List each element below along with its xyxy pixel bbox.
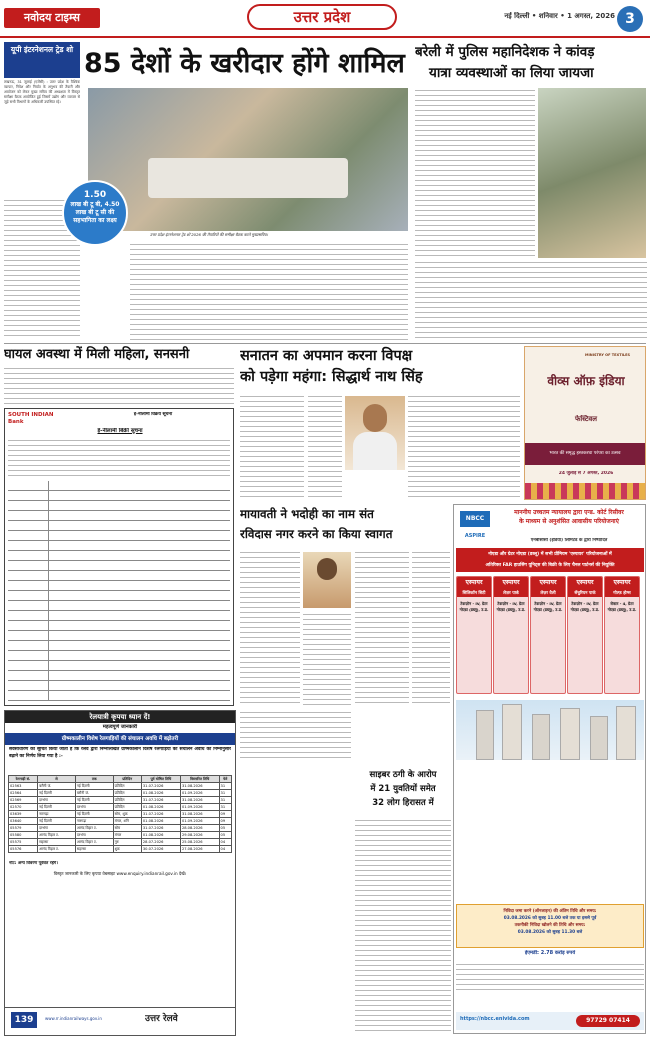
table-cell: 27.08.2026 — [180, 846, 219, 853]
photo-table — [148, 158, 348, 198]
table-cell: 09 — [219, 811, 231, 818]
portrait-body — [353, 432, 397, 470]
table-cell: बरौनी जं. — [38, 783, 76, 790]
project-card — [530, 576, 566, 694]
kanwar-headline-2: यात्रा व्यवस्थाओं का लिया जायजा — [429, 65, 594, 81]
ghayal-body — [4, 366, 234, 406]
nbcc-cards — [456, 576, 644, 696]
train-table — [8, 775, 232, 853]
tower-4 — [560, 708, 580, 760]
ministry-label: MINISTRY OF TEXTILES — [585, 353, 631, 357]
railway-table — [8, 775, 232, 855]
table-cell: 09 — [219, 818, 231, 825]
brief-body: लखनऊ, 31 जुलाई (एजेंसी) : उत्तर प्रदेश के वैश्विक व्यापार, निवेश और निर्यात के अनुभव की तैयारी और आयोजन को लेकर मुख्य सचिव की अध्यक्षता में विस्तृत समीक्षा बैठक आयोजित हुई जिसमें उद्योग और व्यापार से जुड़े सभी विभागों के अधिकारी उपस्थित रहे। — [4, 80, 80, 104]
railway-logo-text: उत्तर रेलवे — [145, 1014, 178, 1024]
project-name: एस्पायर — [605, 577, 639, 589]
table-header: फेरे — [219, 776, 231, 783]
table-header: प्रतिदिन — [113, 776, 141, 783]
project-location: टेकज़ोन - IV, ग्रेटर नोएडा (डब्लू), उ.प्र. — [459, 601, 489, 612]
table-cell: नई दिल्ली — [38, 790, 76, 797]
table-cell: 01.09.2026 — [180, 818, 219, 825]
aspire-logo: ASPIRE — [464, 533, 486, 539]
kanwar-photo — [538, 88, 646, 258]
nbcc-banner — [456, 548, 644, 572]
table-cell: 05579 — [9, 825, 38, 832]
mayawati-head — [317, 558, 337, 580]
sanatan-headline-1: सनातन का अपमान करना विपक्ष — [240, 348, 413, 364]
mayawati-body-3 — [355, 550, 409, 706]
project-subname: सिलिकॉन सिटी — [457, 589, 491, 597]
project-location: टेकज़ोन - IV, ग्रेटर नोएडा (डब्लू), उ.प्र. — [533, 601, 563, 612]
table-cell: शुक्र — [113, 846, 141, 853]
table-cell: दरभंगा — [38, 825, 76, 832]
nbcc-url[interactable]: https://nbcc.enivida.com — [460, 1016, 530, 1022]
bank-notice-title: ई-नीलामी बिक्री सूचना — [97, 428, 143, 434]
table-header: तक — [75, 776, 113, 783]
table-cell: 02570 — [9, 804, 38, 811]
table-cell: 03639 — [9, 811, 38, 818]
table-cell: सहरसा — [75, 846, 113, 853]
tower-2 — [502, 704, 522, 760]
project-name: एस्पायर — [457, 577, 491, 589]
stat-line4: सहभागिता का लक्ष्य — [73, 217, 117, 224]
table-cell: मंगल — [113, 832, 141, 839]
kanwar-headline-1: बरेली में पुलिस महानिदेशक ने कांवड़ — [415, 44, 595, 60]
table-row — [9, 804, 232, 811]
table-row — [9, 825, 232, 832]
mayawati-body-1 — [240, 550, 300, 706]
table-cell: 31.07.2026 — [141, 797, 180, 804]
table-row — [9, 839, 232, 846]
table-cell: 28.07.2026 — [141, 839, 180, 846]
table-cell: 31.08.2026 — [180, 811, 219, 818]
table-cell: 31.07.2026 — [141, 825, 180, 832]
tower-1 — [476, 710, 494, 760]
table-cell: 31 — [219, 804, 231, 811]
lead-body — [130, 242, 408, 340]
nbcc-emd: ईएमडी: 2.78 करोड़ रुपये — [524, 950, 576, 956]
page-number: 3 — [617, 6, 643, 32]
deadline-label: निविदा जमा करने (ऑनलाइन) की अंतिम तिथि और समय: — [503, 909, 597, 914]
tower-3 — [532, 714, 550, 760]
masthead-bar — [0, 0, 650, 38]
mayawati-photo — [303, 552, 351, 608]
lead-photo — [88, 88, 408, 231]
project-subname: लेज़र पार्क — [494, 589, 528, 597]
table-header: से — [38, 776, 76, 783]
table-cell: 25.08.2026 — [180, 839, 219, 846]
kanwar-body-2 — [415, 260, 647, 340]
table-cell: नई दिल्ली — [38, 818, 76, 825]
railway-sub: महत्वपूर्ण जानकारी — [102, 724, 138, 730]
table-header: विस्तारित तिथि — [180, 776, 219, 783]
lead-headline: 85 देशों के खरीदार होंगे शामिल — [84, 48, 405, 79]
table-cell: सोम, शुक्र — [113, 811, 141, 818]
kanwar-headline — [415, 42, 647, 86]
table-header: पूर्व घोषित तिथि — [141, 776, 180, 783]
nbcc-title-1: माननीय उच्चतम न्यायालय द्वारा एन्ड. कोर्ट रिसीवर — [514, 509, 624, 516]
mayawati-body-2 — [303, 612, 351, 706]
table-cell: 30.07.2026 — [141, 846, 180, 853]
table-cell: 31 — [219, 797, 231, 804]
bank-address: ई-नीलामी विक्रय सूचना — [133, 412, 173, 417]
sahar-body-a — [412, 550, 450, 706]
table-row — [9, 832, 232, 839]
table-cell: 05 — [219, 832, 231, 839]
bank-text — [8, 438, 230, 478]
sanatan-body-3 — [408, 394, 520, 500]
sanatan-headline — [240, 346, 520, 390]
table-cell: प्रतिदिन — [113, 797, 141, 804]
helpline-number[interactable]: 139 — [11, 1012, 37, 1028]
table-cell: आनंद विहार ट. — [38, 846, 76, 853]
stat-line1: 1.50 — [83, 190, 107, 200]
nbcc-banner-2: अतिरिक्त FAR हाउसिंग यूनिट्स की बिक्री के लिए चैनल पार्टनर्स की नियुक्ति — [485, 563, 615, 568]
table-cell: प्रतिदिन — [113, 783, 141, 790]
table-cell: गुरु — [113, 839, 141, 846]
tower-6 — [616, 706, 636, 760]
kanwar-body — [415, 88, 535, 256]
table-cell: 31 — [219, 790, 231, 797]
sahar-headline-1: साइबर ठगी के आरोप — [369, 770, 437, 780]
railway-title: रेलयात्री कृपया ध्यान दें! — [5, 711, 235, 723]
stat-line3: लाख बी टू सी की — [75, 209, 115, 216]
table-row — [9, 790, 232, 797]
bank-table-col — [48, 481, 49, 701]
table-row — [9, 818, 232, 825]
railway-bottom — [5, 1007, 235, 1035]
project-card — [493, 576, 529, 694]
nbcc-title — [494, 508, 644, 538]
table-cell: 01.08.2026 — [141, 790, 180, 797]
stat-circle — [62, 180, 128, 246]
table-cell: 02563 — [9, 783, 38, 790]
sanatan-body-1 — [240, 394, 304, 500]
table-row — [9, 783, 232, 790]
nbcc-fine — [456, 962, 644, 992]
nbcc-banner-1: नोएडा और ग्रेटर नोएडा (डब्लू) में सभी प्रीमियम 'एस्पायर' परियोजनाओं में — [488, 552, 612, 557]
table-row — [9, 846, 232, 853]
opening-value: 03.08.2026 को सुबह 11.30 बजे — [517, 930, 583, 935]
project-name: एस्पायर — [494, 577, 528, 589]
sanatan-headline-2: को पड़ेगा महंगा: सिद्धार्थ नाथ सिंह — [240, 369, 423, 385]
table-cell: आनंद विहार ट. — [75, 825, 113, 832]
table-cell: 31.08.2026 — [180, 797, 219, 804]
dateline: नई दिल्ली • शनिवार • 1 अगस्त, 2026 — [504, 12, 615, 20]
table-cell: नारगढ़ा — [75, 818, 113, 825]
section-label: उत्तर प्रदेश — [247, 4, 397, 30]
table-cell: बरौनी जं. — [75, 790, 113, 797]
ghayal-headline: घायल अवस्था में मिली महिला, सनसनी — [4, 347, 190, 362]
table-cell: नारगढ़ा — [38, 811, 76, 818]
project-location: सेक्टर - 4, ग्रेटर नोएडा (डब्लू), उ.प्र. — [607, 601, 637, 612]
railway-footer-text: विस्तृत जानकारी के लिए कृपया वेबसाइट www.enquiry.indianrail.gov.in देखें। — [53, 871, 187, 876]
table-row — [9, 811, 232, 818]
weaves-dates: 24 जुलाई से 7 अगस्त, 2026 — [558, 471, 614, 476]
table-cell: नई दिल्ली — [75, 811, 113, 818]
table-cell: दरभंगा — [75, 832, 113, 839]
railway-headline: ग्रीष्मकालीन विशेष रेलगाड़ियों की संचालन अवधि में बढ़ोतरी — [5, 733, 235, 745]
nbcc-deadline-box — [456, 904, 644, 948]
paper-logo: नवोदय टाइम्स — [4, 8, 100, 28]
mayawati-headline-1: मायावती ने भदोही का नाम संत — [240, 507, 374, 521]
table-cell: आनंद विहार ट. — [75, 839, 113, 846]
portrait-head — [363, 404, 387, 432]
table-cell: दरभंगा — [75, 804, 113, 811]
project-location: टेकज़ोन - IV, ग्रेटर नोएडा (डब्लू), उ.प्र. — [570, 601, 600, 612]
weaves-tag: भारत की समृद्ध हस्तकरघा परंपरा का उत्सव — [525, 443, 645, 465]
table-cell: 02569 — [9, 797, 38, 804]
sanatan-photo — [345, 396, 405, 470]
bank-logo: SOUTH INDIAN Bank — [8, 412, 54, 425]
mayawati-body-4 — [240, 710, 351, 760]
sahar-headline-3: 32 लोग हिरासत में — [372, 798, 434, 808]
weaves-title: वीव्स ऑफ़ इंडिया — [547, 374, 625, 388]
project-name: एस्पायर — [568, 577, 602, 589]
sahar-headline-2: में 21 युवतियों समेत — [370, 784, 436, 794]
table-cell: 05576 — [9, 846, 38, 853]
table-cell: 29.08.2026 — [180, 832, 219, 839]
building-image — [456, 700, 644, 760]
table-cell: 31.08.2026 — [180, 783, 219, 790]
railway-website[interactable]: www.rr.indianrailways.gov.in — [45, 1016, 102, 1021]
table-cell: 03640 — [9, 818, 38, 825]
nbcc-logo: NBCC — [460, 511, 490, 527]
project-location: टेकज़ोन - IV, ग्रेटर नोएडा (डब्लू), उ.प्र. — [496, 601, 526, 612]
table-cell: 01.08.2026 — [141, 804, 180, 811]
mayawati-headline-2: रविदास नगर करने का किया स्वागत — [240, 527, 393, 541]
table-cell: मंगल, शनि — [113, 818, 141, 825]
divider — [4, 343, 646, 344]
table-cell: 31 — [219, 783, 231, 790]
table-cell: 01.08.2026 — [141, 818, 180, 825]
table-cell: 01.09.2026 — [180, 790, 219, 797]
brief-title: यूपी इंटरनेशनल ट्रेड शो — [4, 42, 80, 78]
table-cell: दरभंगा — [38, 797, 76, 804]
nbcc-title-2: के माध्यम से अनुशंसित आवासीय परियोजनाएं — [519, 518, 619, 525]
table-cell: 05580 — [9, 832, 38, 839]
table-cell: 02564 — [9, 790, 38, 797]
nbcc-sub: एनबीसीसी (इंडिया) लिमिटेड के द्वारा निष्पादित — [530, 538, 608, 543]
table-cell: नई दिल्ली — [75, 797, 113, 804]
table-cell: 04 — [219, 846, 231, 853]
table-cell: नई दिल्ली — [38, 804, 76, 811]
project-subname: गोल्फ़ होम्स — [605, 589, 639, 597]
table-cell: 01.08.2026 — [141, 832, 180, 839]
weaves-sub: फेस्टिवल — [574, 415, 598, 423]
project-card — [604, 576, 640, 694]
sanatan-body-2 — [308, 394, 342, 500]
table-cell: 04 — [219, 839, 231, 846]
table-row — [9, 797, 232, 804]
project-name: एस्पायर — [531, 577, 565, 589]
mayawati-headline — [240, 504, 450, 548]
saree-motif — [525, 483, 645, 499]
bank-table — [8, 481, 230, 701]
railway-note: नोट: अन्य विवरण पूर्ववत रहेंगे। — [9, 861, 58, 866]
lead-caption: उत्तर प्रदेश इंटरनेशनल ट्रेड शो 2026 की तैयारियों की समीक्षा बैठक करते मुख्यसचिव। — [150, 232, 268, 237]
project-subname: सेंचुरियन पार्क — [568, 589, 602, 597]
table-cell: 31.07.2026 — [141, 783, 180, 790]
table-cell: प्रतिदिन — [113, 790, 141, 797]
table-cell: 05 — [219, 825, 231, 832]
table-cell: सोम — [113, 825, 141, 832]
nbcc-footer — [456, 1012, 644, 1030]
weaves-ad — [524, 346, 646, 500]
deadline-value: 03.08.2026 को सुबह 11.00 बजे तक या इससे पूर्व — [503, 916, 597, 921]
tower-5 — [590, 716, 608, 760]
table-cell: सहरसा — [38, 839, 76, 846]
project-card — [567, 576, 603, 694]
sahar-headline — [355, 768, 451, 814]
table-cell: 05575 — [9, 839, 38, 846]
table-cell: प्रतिदिन — [113, 804, 141, 811]
table-header: रेलगाड़ी सं. — [9, 776, 38, 783]
table-cell: आनंद विहार ट. — [38, 832, 76, 839]
nbcc-phone[interactable]: 97729 07414 — [576, 1015, 640, 1027]
table-cell: 31.07.2026 — [141, 811, 180, 818]
railway-ad — [4, 710, 236, 1036]
project-card — [456, 576, 492, 694]
project-subname: लेज़र वैली — [531, 589, 565, 597]
opening-label: तकनीकी निविदा खोलने की तिथि और समय: — [514, 923, 586, 928]
bank-notice — [4, 408, 234, 706]
stat-line2: लाख बी टू बी, 4.50 — [70, 201, 120, 208]
railway-intro: सर्वसाधारण को सूचित किया जाता है कि रेलवे द्वारा निम्नलिखित ग्रीष्मकालीन विशेष रेलगाड़ियों की संचालन अवधि को निम्नानुसार बढ़ाने का निर्णय लिया गया है :- — [9, 747, 231, 759]
table-cell: 01.09.2026 — [180, 804, 219, 811]
sahar-body — [355, 818, 451, 1034]
table-cell: 28.08.2026 — [180, 825, 219, 832]
table-cell: नई दिल्ली — [75, 783, 113, 790]
